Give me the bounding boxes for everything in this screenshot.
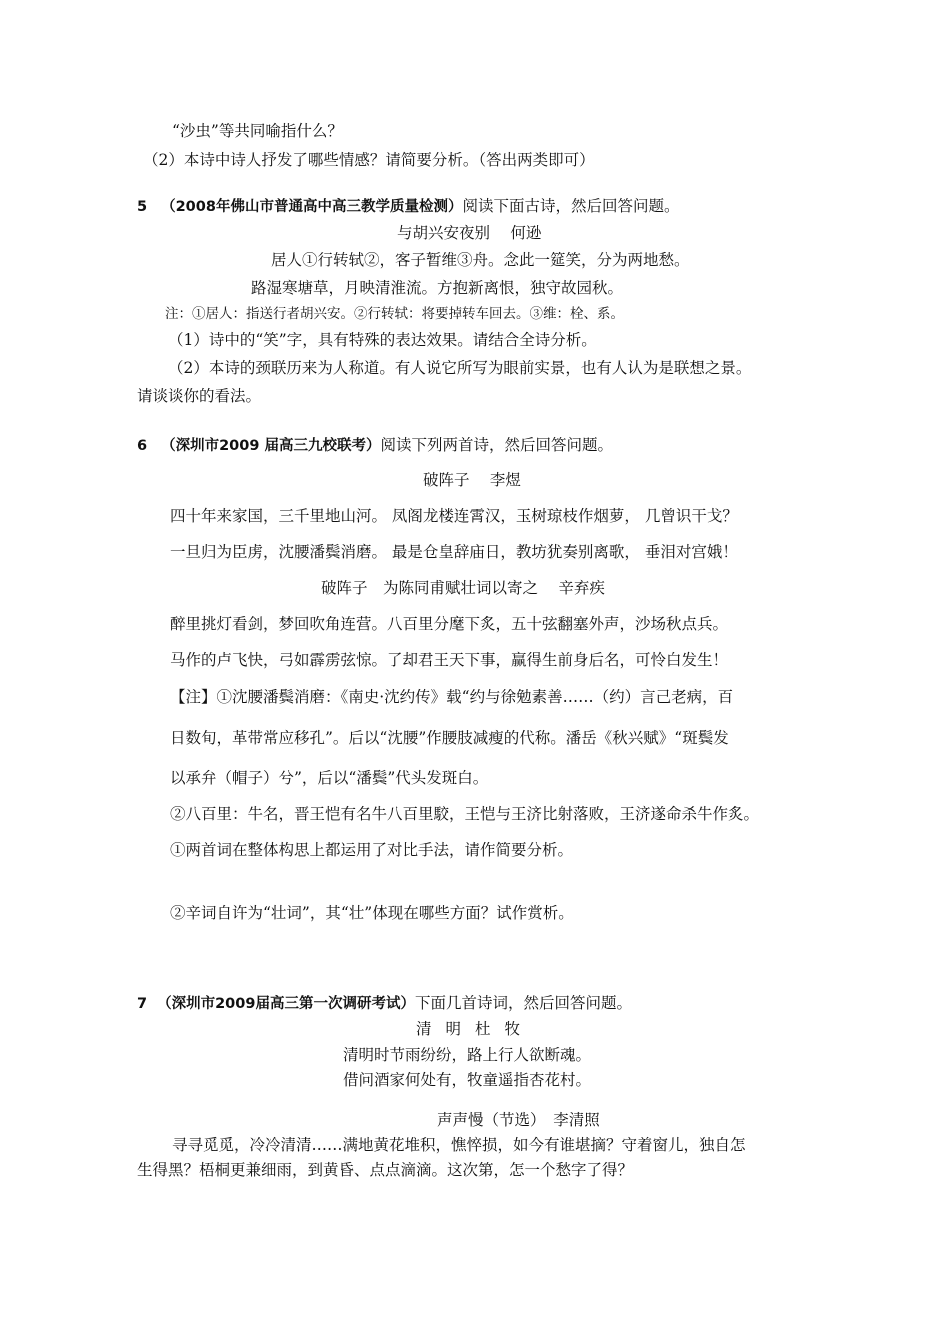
q4-subquestion-2: （2）本诗中诗人抒发了哪些情感？请简要分析。（答出两类即可） [143, 151, 595, 169]
q6-poem1-line-1: 四十年来家国，三千里地山河。 凤阁龙楼连霄汉，玉树琼枝作烟萝， 几曾识干戈？ [170, 507, 738, 525]
q6-note-line-4: ②八百里：牛名，晋王恺有名牛八百里駮，王恺与王济比射落败，王济遂命杀牛作炙。 [170, 805, 760, 823]
q5-source: （2008年佛山市普通高中高三教学质量检测） [161, 199, 463, 215]
q5-poem-title: 与胡兴安夜别 何逊 [397, 224, 542, 242]
q7-poem1-line-1: 清明时节雨纷纷，路上行人欲断魂。 [343, 1046, 592, 1064]
q5-header [137, 196, 679, 217]
q5-subquestion-2-cont: 请谈谈你的看法。 [137, 387, 262, 405]
q6-poem2-line-2: 马作的卢飞快，弓如霹雳弦惊。了却君王天下事，赢得生前身后名，可怜白发生！ [170, 651, 729, 669]
q6-question-1: ①两首词在整体构思上都运用了对比手法，请作简要分析。 [170, 841, 574, 859]
q6-instruction: 阅读下列两首诗，然后回答问题。 [380, 436, 614, 454]
q5-poem-line-1: 居人①行转轼②，客子暂维③舟。念此一筵笑，分为两地愁。 [271, 251, 690, 269]
q7-poem2-line-2: 生得黑？梧桐更兼细雨，到黄昏、点点滴滴。这次第，怎一个愁字了得？ [137, 1161, 634, 1179]
q6-note-line-2: 日数旬，革带常应移孔”。后以“沈腰”作腰肢减瘦的代称。潘岳《秋兴赋》“斑鬓发 [170, 729, 729, 747]
q7-header [137, 993, 632, 1014]
q7-poem1-line-2: 借问酒家何处有，牧童遥指杏花村。 [343, 1071, 592, 1089]
q6-source: （深圳市2009 届高三九校联考） [161, 438, 381, 454]
q6-number: 6 [137, 438, 148, 454]
q7-source: （深圳市2009届高三第一次调研考试） [157, 996, 415, 1012]
q6-note-line-1: 【注】①沈腰潘鬓消磨：《南史·沈约传》载“约与徐勉素善……（约）言己老病，百 [170, 688, 734, 706]
q6-poem2-line-1: 醉里挑灯看剑，梦回吹角连营。八百里分麾下炙，五十弦翻塞外声，沙场秋点兵。 [170, 615, 729, 633]
q6-header [137, 435, 613, 456]
q5-instruction: 阅读下面古诗，然后回答问题。 [462, 197, 680, 215]
q6-note-line-3: 以承弁（帽子）兮”，后以“潘鬓”代头发斑白。 [170, 769, 489, 787]
q7-poem1-title: 清明杜牧 [416, 1020, 535, 1038]
q4-continuation: “沙虫”等共同喻指什么？ [172, 122, 343, 140]
q7-number: 7 [137, 996, 148, 1012]
q6-poem1-line-2: 一旦归为臣虏，沈腰潘鬓消磨。 最是仓皇辞庙日，教坊犹奏别离歌， 垂泪对宫娥！ [170, 543, 738, 561]
q5-note: 注：①居人：指送行者胡兴安。②行转轼：将要掉转车回去。③维：栓、系。 [165, 306, 624, 322]
q7-instruction: 下面几首诗词，然后回答问题。 [414, 994, 632, 1012]
q6-question-2: ②辛词自许为“壮词”，其“壮”体现在哪些方面？试作赏析。 [170, 904, 574, 922]
q5-poem-line-2: 路湿寒塘草，月映清淮流。方抱新离恨，独守故园秋。 [251, 279, 624, 297]
q6-poem2-title: 破阵子 为陈同甫赋壮词以寄之 辛弃疾 [321, 579, 605, 597]
q5-number: 5 [137, 199, 148, 215]
q5-subquestion-2: （2）本诗的颈联历来为人称道。有人说它所写为眼前实景，也有人认为是联想之景。 [168, 359, 752, 377]
q7-poem2-title: 声声慢（节选） 李清照 [437, 1111, 600, 1129]
q6-poem1-title: 破阵子 李煜 [423, 471, 521, 489]
q7-poem2-line-1: 寻寻觅觅，冷冷清清……满地黄花堆积，憔悴损，如今有谁堪摘？守着窗儿，独自怎 [172, 1136, 746, 1154]
q5-subquestion-1: （1）诗中的“笑”字，具有特殊的表达效果。请结合全诗分析。 [168, 331, 597, 349]
